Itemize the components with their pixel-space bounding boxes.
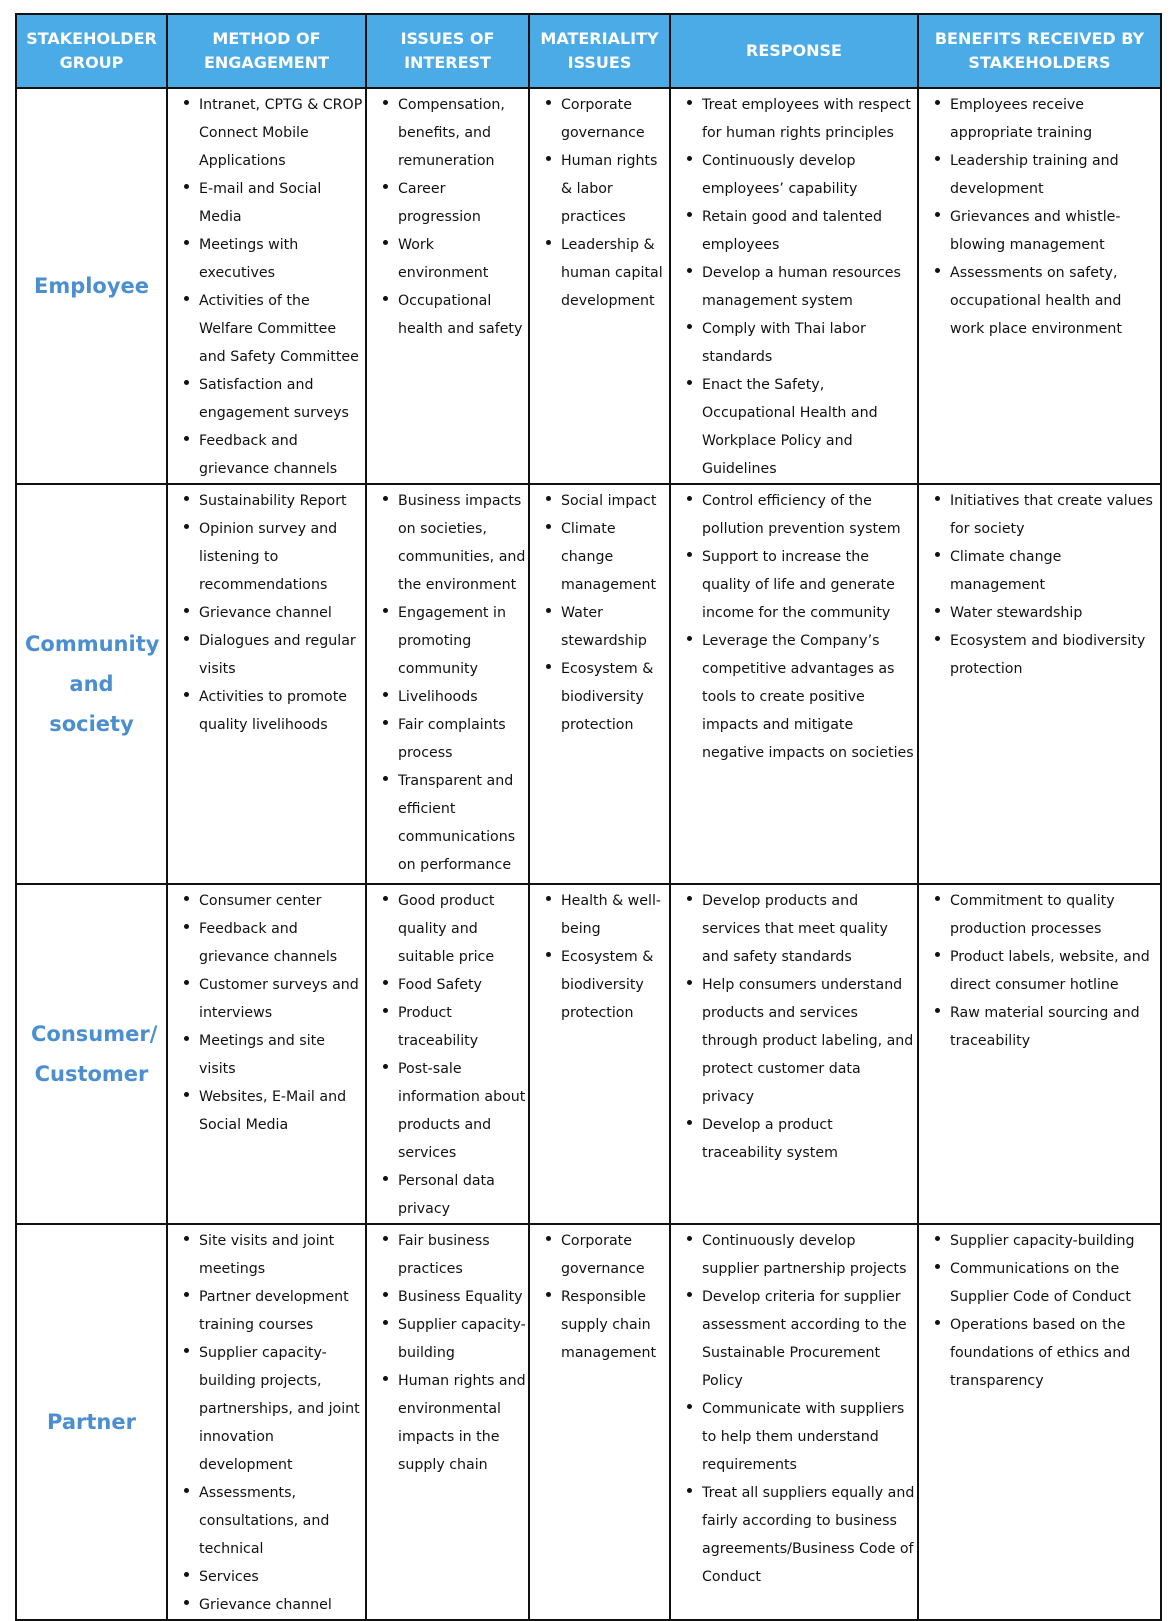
list-item: Leverage the Company’s competitive advantages as tools to create positive impacts and mitigate negative impacts on societies [671, 627, 917, 767]
list-item: Grievance channel [168, 1591, 365, 1619]
list-item: Customer surveys and interviews [168, 971, 365, 1027]
table-body [16, 88, 1161, 1620]
list-item: Grievance channel [168, 599, 365, 627]
list-item: Post-sale information about products and services [367, 1055, 528, 1167]
materiality-cell [529, 88, 670, 484]
list-item: Sustainability Report [168, 487, 365, 515]
list-item: Work environment [367, 231, 528, 287]
list-item: Leadership & human capital development [530, 231, 669, 315]
list-item: Personal data privacy [367, 1167, 528, 1223]
benefits-cell [918, 1224, 1161, 1620]
list-item: Intranet, CPTG & CROP Connect Mobile Applications [168, 91, 365, 175]
response-cell [670, 1224, 918, 1620]
method-list [168, 885, 365, 1139]
list-item: Occupational health and safety [367, 287, 528, 343]
materiality-list [530, 89, 669, 315]
benefits-list [919, 89, 1160, 343]
table-row [16, 884, 1161, 1224]
list-item: Websites, E-Mail and Social Media [168, 1083, 365, 1139]
stakeholder-group-name: Community and society [25, 632, 160, 736]
method-cell [167, 484, 366, 884]
list-item: Commitment to quality production processes [919, 887, 1160, 943]
list-item: Health & well-being [530, 887, 669, 943]
issues-list [367, 885, 528, 1223]
list-item: Develop criteria for supplier assessment according to the Sustainable Procurement Policy [671, 1283, 917, 1395]
list-item: Communications on the Supplier Code of Conduct [919, 1255, 1160, 1311]
column-header-materiality: MATERIALITY ISSUES [529, 14, 670, 88]
list-item: Partner development training courses [168, 1283, 365, 1339]
table-row [16, 1224, 1161, 1620]
issues-cell [366, 884, 529, 1224]
list-item: Satisfaction and engagement surveys [168, 371, 365, 427]
list-item: Develop a human resources management system [671, 259, 917, 315]
list-item: Supplier capacity-building [919, 1227, 1160, 1255]
list-item: Enact the Safety, Occupational Health and Workplace Policy and Guidelines [671, 371, 917, 483]
list-item: Continuously develop employees’ capability [671, 147, 917, 203]
benefits-list [919, 885, 1160, 1055]
materiality-list [530, 885, 669, 1027]
list-item: Opinion survey and listening to recommendations [168, 515, 365, 599]
list-item: Water stewardship [530, 599, 669, 655]
list-item: Meetings with executives [168, 231, 365, 287]
list-item: Corporate governance [530, 91, 669, 147]
list-item: Business Equality [367, 1283, 528, 1311]
method-cell [167, 884, 366, 1224]
list-item: Continuously develop supplier partnership projects [671, 1227, 917, 1283]
header-row [16, 14, 1161, 88]
list-item: Social impact [530, 487, 669, 515]
column-header-response: RESPONSE [670, 14, 918, 88]
materiality-list [530, 485, 669, 739]
materiality-cell [529, 884, 670, 1224]
method-list [168, 485, 365, 739]
list-item: Transparent and efficient communications on performance [367, 767, 528, 879]
list-item: Feedback and grievance channels [168, 427, 365, 483]
list-item: Fair complaints process [367, 711, 528, 767]
list-item: Operations based on the foundations of ethics and transparency [919, 1311, 1160, 1395]
materiality-cell [529, 484, 670, 884]
list-item: Services [168, 1563, 365, 1591]
list-item: Assessments, consultations, and technical [168, 1479, 365, 1563]
list-item: Fair business practices [367, 1227, 528, 1283]
response-cell [670, 884, 918, 1224]
list-item: Support to increase the quality of life and generate income for the community [671, 543, 917, 627]
column-header-method: METHOD OF ENGAGEMENT [167, 14, 366, 88]
issues-cell [366, 88, 529, 484]
table-row [16, 484, 1161, 884]
list-item: Climate change management [530, 515, 669, 599]
list-item: Product traceability [367, 999, 528, 1055]
list-item: Human rights & labor practices [530, 147, 669, 231]
stakeholder-group-cell [16, 88, 167, 484]
response-list [671, 885, 917, 1167]
response-list [671, 89, 917, 483]
response-list [671, 485, 917, 767]
issues-list [367, 485, 528, 879]
list-item: Ecosystem and biodiversity protection [919, 627, 1160, 683]
list-item: Product labels, website, and direct consumer hotline [919, 943, 1160, 999]
stakeholder-group-cell [16, 884, 167, 1224]
list-item: Business impacts on societies, communities, and the environment [367, 487, 528, 599]
list-item: Communicate with suppliers to help them understand requirements [671, 1395, 917, 1479]
response-cell [670, 88, 918, 484]
list-item: E-mail and Social Media [168, 175, 365, 231]
stakeholder-group-name: Partner [47, 1410, 136, 1434]
list-item: Dialogues and regular visits [168, 627, 365, 683]
list-item: Raw material sourcing and traceability [919, 999, 1160, 1055]
response-cell [670, 484, 918, 884]
issues-cell [366, 1224, 529, 1620]
list-item: Control efficiency of the pollution prevention system [671, 487, 917, 543]
method-list [168, 1225, 365, 1619]
column-header-issues: ISSUES OF INTEREST [366, 14, 529, 88]
method-list [168, 89, 365, 483]
list-item: Consumer center [168, 887, 365, 915]
issues-list [367, 1225, 528, 1479]
list-item: Grievances and whistle-blowing management [919, 203, 1160, 259]
stakeholder-group-name: Consumer/ Customer [31, 1022, 158, 1086]
list-item: Ecosystem & biodiversity protection [530, 655, 669, 739]
benefits-list [919, 485, 1160, 683]
issues-list [367, 89, 528, 343]
materiality-list [530, 1225, 669, 1367]
list-item: Site visits and joint meetings [168, 1227, 365, 1283]
list-item: Comply with Thai labor standards [671, 315, 917, 371]
list-item: Climate change management [919, 543, 1160, 599]
list-item: Food Safety [367, 971, 528, 999]
stakeholder-group-cell [16, 1224, 167, 1620]
stakeholder-group-cell [16, 484, 167, 884]
list-item: Activities to promote quality livelihoods [168, 683, 365, 739]
list-item: Supplier capacity-building [367, 1311, 528, 1367]
method-cell [167, 1224, 366, 1620]
benefits-cell [918, 88, 1161, 484]
list-item: Engagement in promoting community [367, 599, 528, 683]
list-item: Feedback and grievance channels [168, 915, 365, 971]
list-item: Responsible supply chain management [530, 1283, 669, 1367]
benefits-cell [918, 484, 1161, 884]
column-header-group: STAKEHOLDER GROUP [16, 14, 167, 88]
list-item: Employees receive appropriate training [919, 91, 1160, 147]
list-item: Assessments on safety, occupational health and work place environment [919, 259, 1160, 343]
list-item: Meetings and site visits [168, 1027, 365, 1083]
list-item: Initiatives that create values for society [919, 487, 1160, 543]
list-item: Develop a product traceability system [671, 1111, 917, 1167]
list-item: Compensation, benefits, and remuneration [367, 91, 528, 175]
list-item: Good product quality and suitable price [367, 887, 528, 971]
list-item: Retain good and talented employees [671, 203, 917, 259]
stakeholder-table [15, 13, 1162, 1621]
issues-cell [366, 484, 529, 884]
list-item: Treat employees with respect for human rights principles [671, 91, 917, 147]
list-item: Ecosystem & biodiversity protection [530, 943, 669, 1027]
list-item: Supplier capacity-building projects, partnerships, and joint innovation development [168, 1339, 365, 1479]
list-item: Career progression [367, 175, 528, 231]
method-cell [167, 88, 366, 484]
response-list [671, 1225, 917, 1591]
list-item: Activities of the Welfare Committee and Safety Committee [168, 287, 365, 371]
stakeholder-group-name: Employee [33, 274, 150, 298]
list-item: Human rights and environmental impacts in the supply chain [367, 1367, 528, 1479]
benefits-cell [918, 884, 1161, 1224]
benefits-list [919, 1225, 1160, 1395]
list-item: Livelihoods [367, 683, 528, 711]
list-item: Leadership training and development [919, 147, 1160, 203]
materiality-cell [529, 1224, 670, 1620]
list-item: Corporate governance [530, 1227, 669, 1283]
list-item: Help consumers understand products and services through product labeling, and protect customer data privacy [671, 971, 917, 1111]
list-item: Water stewardship [919, 599, 1160, 627]
table-row [16, 88, 1161, 484]
column-header-benefits: BENEFITS RECEIVED BY STAKEHOLDERS [918, 14, 1161, 88]
list-item: Treat all suppliers equally and fairly according to business agreements/Business Code of Conduct [671, 1479, 917, 1591]
list-item: Develop products and services that meet quality and safety standards [671, 887, 917, 971]
